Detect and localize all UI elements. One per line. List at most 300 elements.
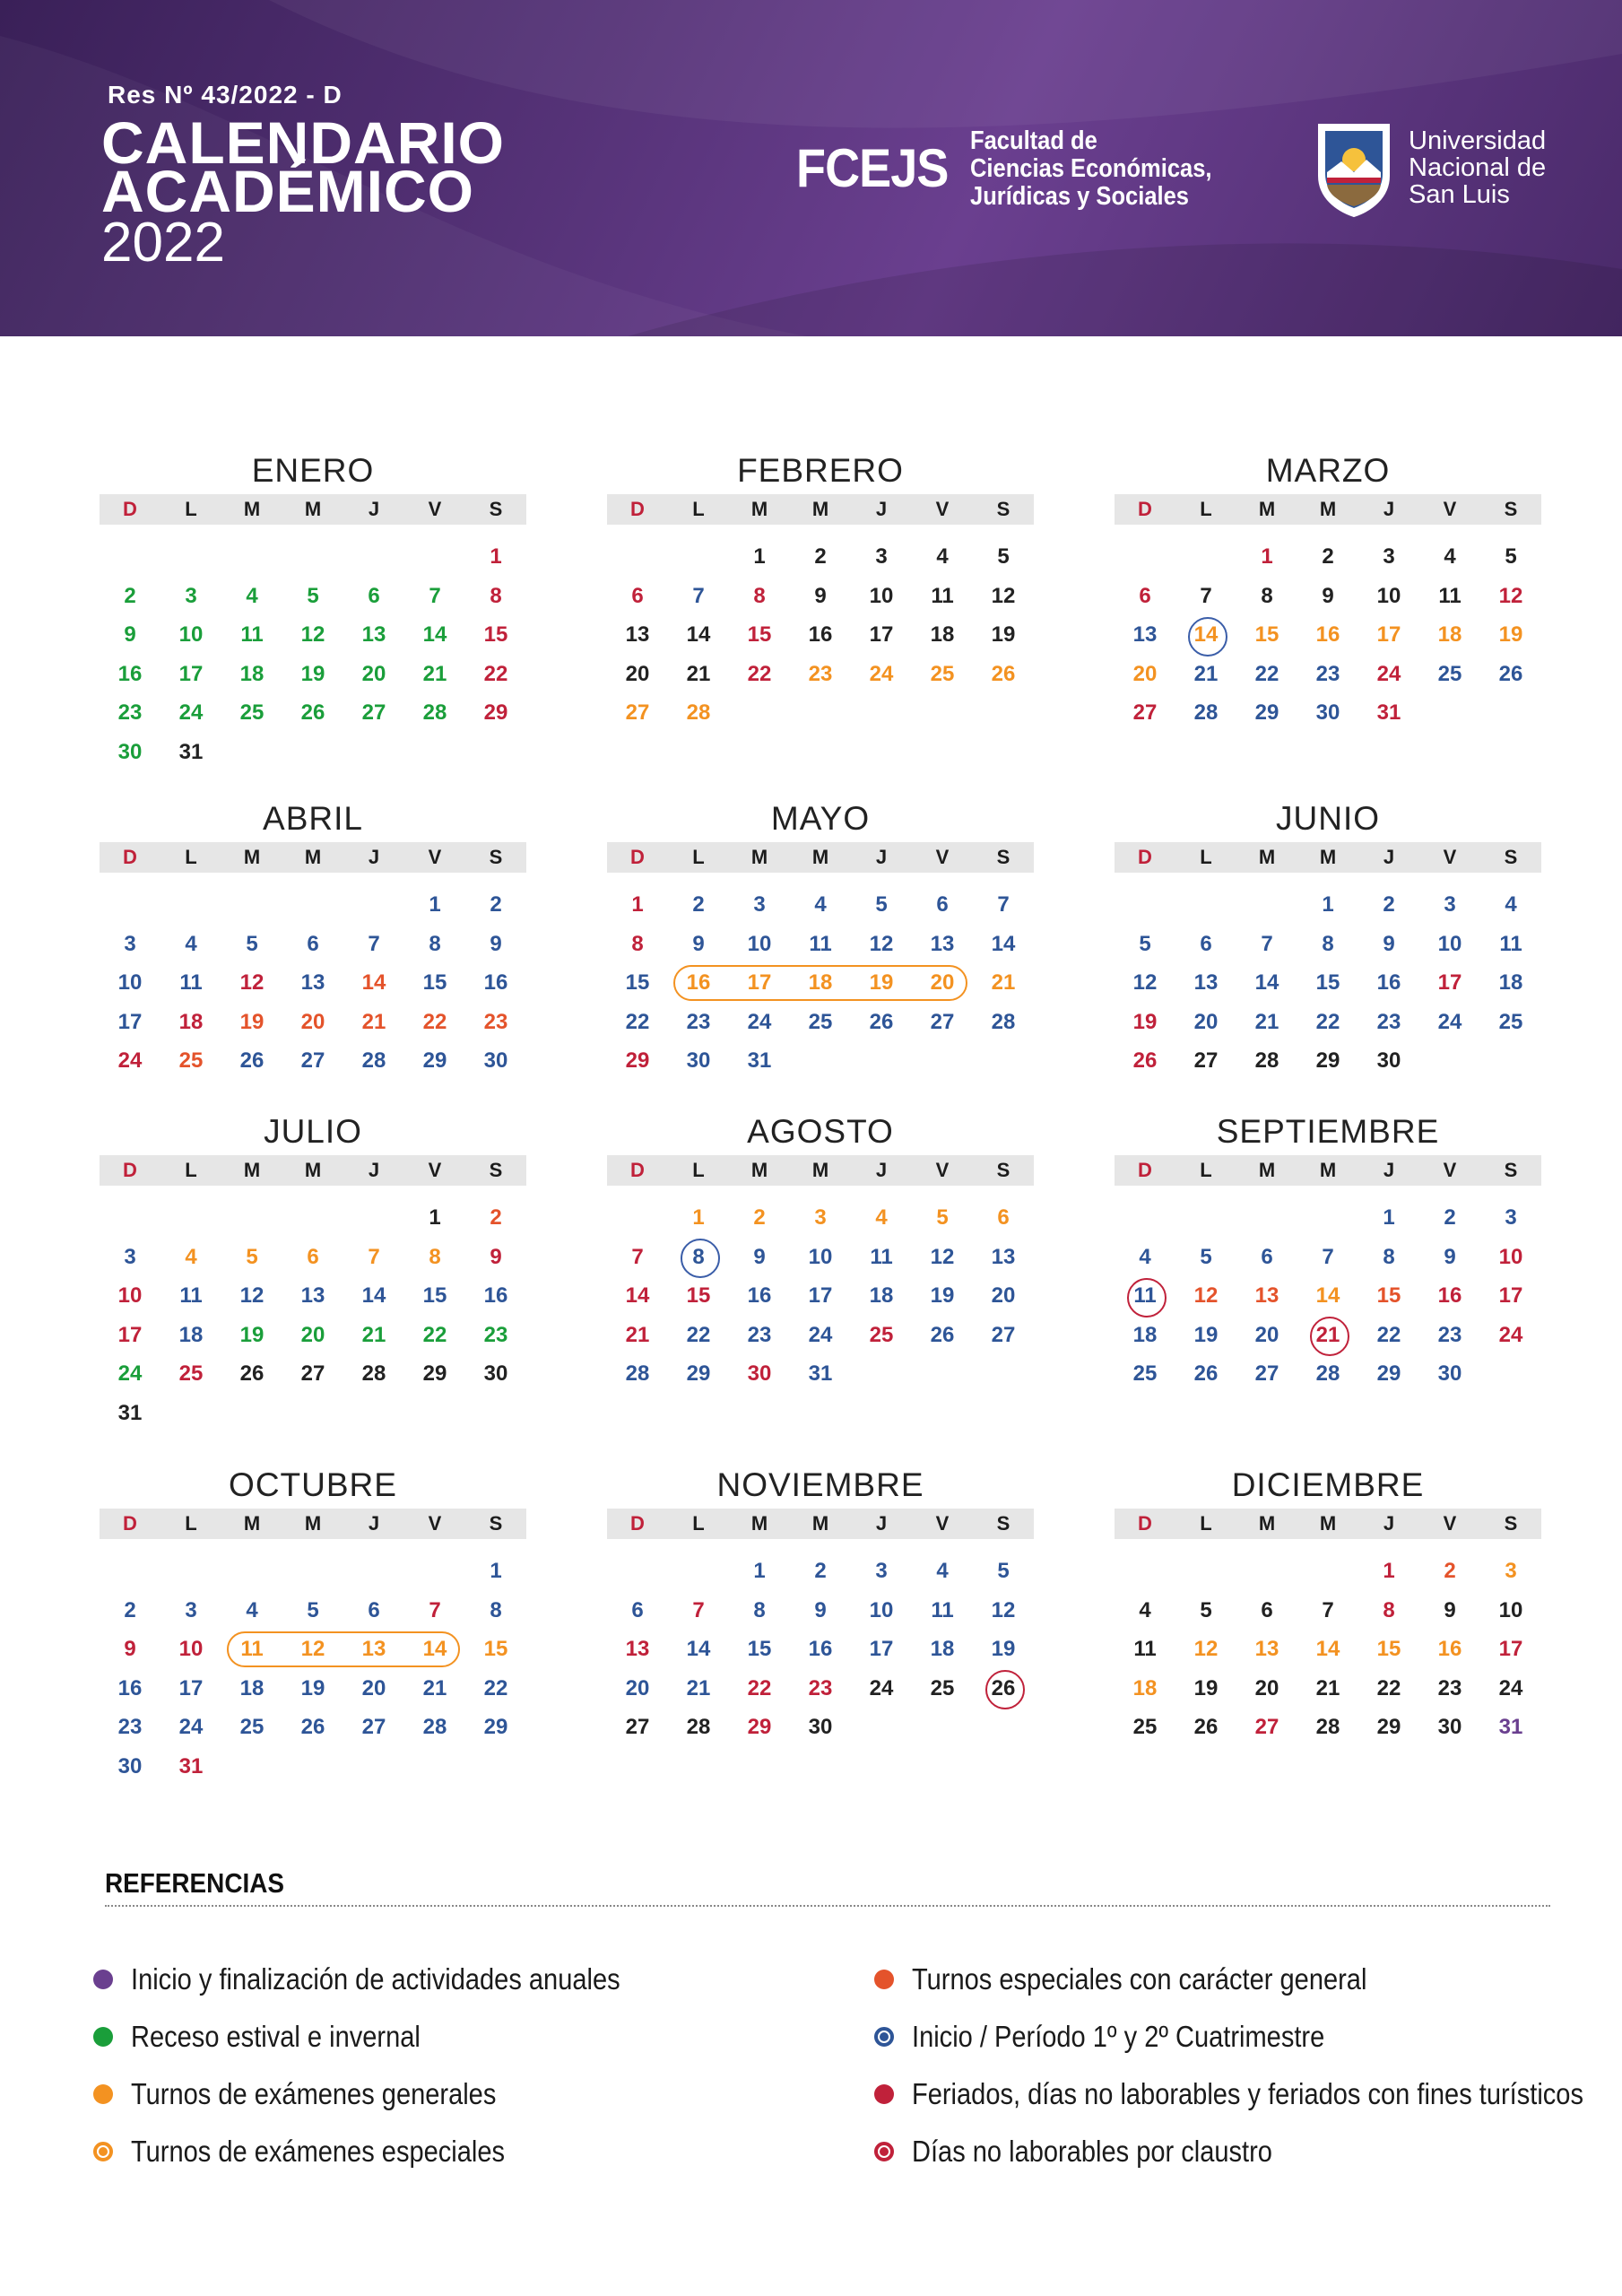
weekday-label: L	[185, 1159, 197, 1181]
day-number: 25	[1132, 1361, 1158, 1386]
day-number: 29	[1254, 700, 1279, 725]
day-cell	[1236, 655, 1297, 694]
day-number: 1	[490, 544, 502, 569]
day-number: 30	[117, 1753, 143, 1779]
day-cell	[607, 615, 668, 655]
empty-day-cell	[343, 537, 404, 577]
day-number: 12	[300, 1637, 325, 1661]
day-number: 30	[1437, 1361, 1462, 1386]
day-cell	[404, 1276, 465, 1316]
day-cell	[1480, 925, 1541, 964]
day-cell	[282, 1669, 343, 1709]
day-cell	[465, 1198, 526, 1238]
day-cell	[912, 615, 973, 655]
day-cell	[607, 1630, 668, 1669]
day-cell	[973, 1630, 1034, 1669]
day-number: 11	[931, 583, 954, 608]
day-cell	[465, 925, 526, 964]
legend-label: Inicio y finalización de actividades anuales	[131, 1962, 620, 1996]
day-number: 4	[936, 1559, 949, 1583]
day-number: 18	[808, 970, 833, 995]
day-number: 14	[361, 970, 386, 995]
days-grid	[1115, 885, 1541, 1081]
day-number: 14	[1254, 970, 1279, 995]
day-number: 13	[300, 970, 325, 995]
day-cell	[1358, 655, 1419, 694]
day-cell	[729, 1198, 790, 1238]
day-number: 20	[991, 1283, 1016, 1308]
month-febrero	[607, 451, 1034, 733]
red-dot-icon	[874, 2084, 894, 2104]
days-grid	[100, 1552, 526, 1786]
day-number: 3	[1505, 1559, 1517, 1583]
day-cell-claustro	[1297, 1316, 1358, 1355]
day-cell	[1419, 1238, 1480, 1277]
day-number: 19	[991, 1637, 1016, 1661]
weekday-label: V	[935, 1159, 950, 1181]
day-number: 1	[631, 892, 644, 917]
day-cell	[221, 1041, 282, 1081]
day-number: 3	[1444, 892, 1456, 917]
day-number: 26	[930, 1322, 955, 1347]
day-cell	[973, 655, 1034, 694]
day-number: 19	[930, 1283, 955, 1308]
legend-item-semester-start	[874, 2019, 1381, 2055]
day-cell	[343, 963, 404, 1003]
weekday-label: M	[811, 498, 829, 520]
weekday-header	[100, 1509, 526, 1539]
day-number: 9	[814, 583, 827, 608]
day-cell	[1297, 1003, 1358, 1042]
day-number: 10	[117, 970, 143, 995]
day-number: 5	[246, 931, 258, 956]
weekday-label: D	[1138, 1159, 1152, 1181]
day-number: 13	[361, 622, 386, 647]
day-cell	[1297, 615, 1358, 655]
day-number: 25	[1132, 1715, 1158, 1739]
day-number: 27	[625, 700, 650, 725]
day-number: 14	[422, 1637, 447, 1661]
day-cell	[1419, 1003, 1480, 1042]
day-number: 27	[361, 700, 386, 725]
day-number: 2	[1444, 1559, 1456, 1583]
legend-label: Turnos de exámenes generales	[131, 2077, 497, 2110]
day-cell	[1358, 1354, 1419, 1394]
day-cell	[465, 537, 526, 577]
days-grid	[607, 1198, 1034, 1394]
day-number: 6	[368, 583, 380, 608]
day-number: 5	[246, 1244, 258, 1269]
day-number: 17	[178, 661, 204, 686]
day-cell	[729, 1669, 790, 1709]
day-number: 18	[1498, 970, 1523, 995]
day-number: 16	[1437, 1283, 1462, 1308]
day-cell	[404, 1591, 465, 1631]
day-cell	[160, 1238, 221, 1277]
day-number: 26	[869, 1009, 894, 1034]
day-cell	[160, 1708, 221, 1747]
day-cell	[100, 963, 160, 1003]
day-cell	[1115, 1354, 1175, 1394]
day-cell	[1115, 1630, 1175, 1669]
day-cell	[343, 1003, 404, 1042]
day-number: 2	[814, 1559, 827, 1583]
day-number: 11	[1133, 1283, 1157, 1308]
day-number: 18	[1132, 1322, 1158, 1347]
day-number: 27	[1254, 1715, 1279, 1739]
day-cell	[912, 1238, 973, 1277]
day-cell	[100, 1003, 160, 1042]
day-cell	[729, 1552, 790, 1591]
day-cell	[607, 1238, 668, 1277]
day-number: 15	[747, 1637, 772, 1661]
faculty-name-line-2: Ciencias Económicas,	[970, 154, 1212, 183]
orange-ring-icon	[93, 2142, 113, 2161]
university-name-line-2: Nacional de	[1409, 153, 1547, 182]
weekday-label: L	[185, 846, 197, 868]
day-cell	[100, 693, 160, 733]
day-cell	[1297, 1276, 1358, 1316]
weekday-header	[607, 842, 1034, 873]
weekday-label: M	[243, 846, 261, 868]
day-cell	[343, 1591, 404, 1631]
day-number: 9	[1322, 583, 1334, 608]
weekday-label: J	[875, 846, 888, 868]
day-cell	[282, 1041, 343, 1081]
day-number: 6	[1200, 931, 1212, 956]
day-number: 9	[1444, 1597, 1456, 1622]
day-number: 4	[185, 1244, 197, 1269]
day-cell	[221, 615, 282, 655]
university-name-line-3: San Luis	[1409, 180, 1510, 209]
empty-day-cell	[1115, 537, 1175, 577]
day-cell	[1115, 615, 1175, 655]
day-cell	[1297, 1238, 1358, 1277]
day-number: 7	[368, 1244, 380, 1269]
day-cell	[607, 1354, 668, 1394]
day-number: 26	[300, 700, 325, 725]
weekday-label: D	[630, 1512, 645, 1535]
day-cell	[851, 577, 912, 616]
day-number: 16	[747, 1283, 772, 1308]
day-cell	[973, 963, 1034, 1003]
day-cell	[790, 655, 851, 694]
day-cell	[404, 925, 465, 964]
day-number: 2	[1322, 544, 1334, 569]
day-cell	[465, 655, 526, 694]
day-cell	[912, 925, 973, 964]
day-cell	[1358, 1316, 1419, 1355]
weekday-label: D	[630, 1159, 645, 1181]
day-cell	[1419, 925, 1480, 964]
day-cell	[404, 1630, 465, 1669]
day-cell	[282, 577, 343, 616]
day-number: 31	[1376, 700, 1401, 725]
day-cell	[160, 1316, 221, 1355]
weekday-label: L	[692, 1159, 705, 1181]
day-number: 22	[747, 1675, 772, 1700]
day-number: 17	[747, 970, 772, 995]
day-cell	[1358, 1003, 1419, 1042]
day-cell	[160, 693, 221, 733]
day-number: 24	[178, 700, 204, 725]
day-number: 14	[686, 622, 711, 647]
day-number: 30	[483, 1361, 508, 1386]
unsl-shield-icon	[1314, 120, 1393, 219]
empty-day-cell	[160, 885, 221, 925]
day-cell	[1480, 615, 1541, 655]
blue-ring-icon	[874, 2027, 894, 2047]
references-title: REFERENCIAS	[105, 1867, 284, 1899]
weekday-label: M	[1258, 498, 1276, 520]
day-number: 17	[117, 1009, 143, 1034]
day-cell	[465, 1003, 526, 1042]
empty-day-cell	[1297, 1552, 1358, 1591]
day-number: 25	[239, 700, 265, 725]
day-number: 3	[753, 892, 766, 917]
day-cell	[1236, 1669, 1297, 1709]
weekday-label: L	[1200, 498, 1212, 520]
day-number: 20	[361, 1675, 386, 1700]
weekday-label: D	[1138, 498, 1152, 520]
day-cell	[282, 615, 343, 655]
day-number: 3	[1383, 544, 1395, 569]
day-cell	[465, 693, 526, 733]
weekday-label: J	[1383, 846, 1395, 868]
day-cell	[1419, 1552, 1480, 1591]
day-number: 9	[1444, 1244, 1456, 1269]
day-cell	[1480, 577, 1541, 616]
empty-day-cell	[404, 1552, 465, 1591]
day-number: 7	[1322, 1597, 1334, 1622]
days-grid	[1115, 1552, 1541, 1747]
day-cell	[668, 1591, 729, 1631]
day-number: 21	[686, 661, 711, 686]
day-cell	[973, 925, 1034, 964]
weekday-header	[100, 842, 526, 873]
day-number: 21	[361, 1322, 386, 1347]
day-cell	[160, 1003, 221, 1042]
day-cell	[1358, 1708, 1419, 1747]
day-cell	[912, 1630, 973, 1669]
day-cell	[790, 577, 851, 616]
day-cell	[1115, 1238, 1175, 1277]
days-grid	[100, 537, 526, 771]
day-number: 28	[422, 1715, 447, 1739]
day-number: 24	[1498, 1322, 1523, 1347]
day-cell	[160, 655, 221, 694]
day-number: 31	[117, 1400, 143, 1425]
day-number: 7	[692, 1597, 705, 1622]
day-cell	[1480, 885, 1541, 925]
day-number: 10	[747, 931, 772, 956]
day-cell	[790, 537, 851, 577]
day-cell	[912, 1669, 973, 1709]
day-cell	[607, 963, 668, 1003]
day-cell	[1236, 615, 1297, 655]
day-cell	[1236, 1708, 1297, 1747]
day-cell	[668, 693, 729, 733]
day-cell	[343, 1238, 404, 1277]
day-number: 1	[1383, 1205, 1395, 1230]
day-number: 29	[1376, 1361, 1401, 1386]
empty-day-cell	[160, 1552, 221, 1591]
day-cell	[729, 1354, 790, 1394]
day-number: 30	[483, 1048, 508, 1073]
day-cell	[668, 1041, 729, 1081]
day-number: 7	[1261, 931, 1273, 956]
weekday-label: D	[630, 846, 645, 868]
day-number: 29	[747, 1715, 772, 1739]
day-number: 21	[1254, 1009, 1279, 1034]
green-dot-icon	[93, 2027, 113, 2047]
references-divider	[105, 1905, 1550, 1907]
day-number: 24	[1437, 1009, 1462, 1034]
day-cell	[729, 1630, 790, 1669]
weekday-header	[1115, 494, 1541, 525]
weekday-label: M	[1319, 498, 1337, 520]
day-number: 4	[936, 544, 949, 569]
day-cell	[1236, 537, 1297, 577]
day-number: 11	[179, 970, 203, 995]
day-number: 14	[1193, 622, 1219, 647]
day-cell-claustro	[1115, 1276, 1175, 1316]
empty-day-cell	[343, 1552, 404, 1591]
month-agosto	[607, 1112, 1034, 1394]
day-cell	[1236, 1630, 1297, 1669]
day-cell-claustro	[973, 1669, 1034, 1709]
weekday-label: J	[1383, 1512, 1395, 1535]
day-number: 8	[429, 1244, 441, 1269]
day-number: 11	[1499, 931, 1522, 956]
day-cell	[1175, 1041, 1236, 1081]
day-cell	[729, 885, 790, 925]
day-number: 19	[1498, 622, 1523, 647]
day-number: 7	[429, 1597, 441, 1622]
day-number: 2	[692, 892, 705, 917]
day-cell	[282, 1276, 343, 1316]
day-cell	[100, 1630, 160, 1669]
day-number: 22	[686, 1322, 711, 1347]
day-cell	[790, 1003, 851, 1042]
day-number: 30	[1315, 700, 1340, 725]
day-cell	[1358, 963, 1419, 1003]
weekday-label: J	[368, 1159, 380, 1181]
days-grid	[100, 885, 526, 1081]
day-cell	[1297, 925, 1358, 964]
empty-day-cell	[668, 537, 729, 577]
day-number: 6	[997, 1205, 1010, 1230]
day-cell	[851, 537, 912, 577]
day-cell	[668, 925, 729, 964]
day-number: 26	[239, 1361, 265, 1386]
day-number: 7	[1322, 1244, 1334, 1269]
day-cell	[1419, 963, 1480, 1003]
day-cell	[729, 963, 790, 1003]
day-number: 17	[869, 622, 894, 647]
day-number: 24	[747, 1009, 772, 1034]
day-cell	[668, 1708, 729, 1747]
day-number: 2	[490, 1205, 502, 1230]
day-number: 29	[422, 1048, 447, 1073]
day-number: 8	[631, 931, 644, 956]
day-cell	[1480, 655, 1541, 694]
empty-day-cell	[1236, 885, 1297, 925]
day-cell	[912, 1591, 973, 1631]
month-diciembre	[1115, 1465, 1541, 1747]
weekday-label: V	[1443, 846, 1457, 868]
day-number: 1	[692, 1205, 705, 1230]
day-cell	[1236, 963, 1297, 1003]
day-number: 31	[747, 1048, 772, 1073]
weekday-label: J	[368, 1512, 380, 1535]
day-cell	[221, 577, 282, 616]
day-cell	[465, 885, 526, 925]
weekday-label: L	[1200, 846, 1212, 868]
day-cell	[1358, 537, 1419, 577]
day-cell	[1480, 537, 1541, 577]
day-cell	[729, 1591, 790, 1631]
day-cell	[221, 925, 282, 964]
day-cell	[668, 615, 729, 655]
day-cell	[343, 1669, 404, 1709]
empty-day-cell	[343, 885, 404, 925]
day-number: 29	[1315, 1048, 1340, 1073]
weekday-label: D	[123, 498, 137, 520]
day-cell	[160, 1591, 221, 1631]
day-number: 25	[1498, 1009, 1523, 1034]
day-number: 5	[936, 1205, 949, 1230]
day-number: 18	[1437, 622, 1462, 647]
day-cell	[790, 615, 851, 655]
day-number: 26	[1193, 1361, 1219, 1386]
day-cell	[973, 615, 1034, 655]
day-cell	[1175, 963, 1236, 1003]
day-number: 19	[991, 622, 1016, 647]
day-number: 2	[814, 544, 827, 569]
day-number: 4	[814, 892, 827, 917]
weekday-label: D	[123, 1159, 137, 1181]
day-cell	[1419, 1591, 1480, 1631]
day-number: 10	[869, 583, 894, 608]
legend-item-holidays	[874, 2076, 1622, 2112]
day-cell	[465, 1041, 526, 1081]
day-number: 25	[1437, 661, 1462, 686]
month-enero	[100, 451, 526, 771]
day-cell	[729, 925, 790, 964]
empty-day-cell	[221, 1552, 282, 1591]
day-cell	[607, 655, 668, 694]
day-cell	[343, 1316, 404, 1355]
day-number: 13	[300, 1283, 325, 1308]
weekday-label: L	[185, 1512, 197, 1535]
day-number: 31	[808, 1361, 833, 1386]
day-number: 4	[246, 1597, 258, 1622]
day-cell	[790, 925, 851, 964]
day-cell	[1480, 1316, 1541, 1355]
day-number: 16	[1376, 970, 1401, 995]
day-number: 26	[1498, 661, 1523, 686]
day-cell	[1480, 1238, 1541, 1277]
day-number: 8	[1383, 1244, 1395, 1269]
month-title: JUNIO	[1276, 800, 1380, 837]
day-cell	[404, 963, 465, 1003]
day-cell	[851, 963, 912, 1003]
day-cell	[912, 963, 973, 1003]
day-number: 9	[124, 1637, 136, 1661]
weekday-label: V	[935, 1512, 950, 1535]
weekday-label: V	[935, 498, 950, 520]
